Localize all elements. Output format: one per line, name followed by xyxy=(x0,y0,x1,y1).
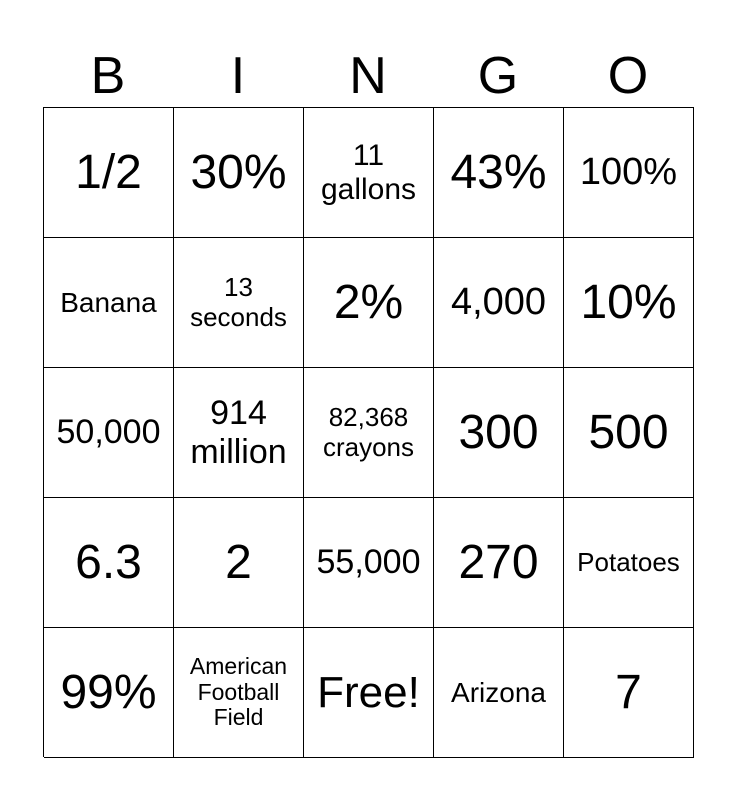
header-letter-o: O xyxy=(607,47,649,105)
bingo-cell-r3-c1[interactable] xyxy=(44,368,174,498)
header-letter-b: B xyxy=(90,47,126,105)
cell-label: 300 xyxy=(458,405,539,459)
bingo-cell-r4-c1[interactable] xyxy=(44,498,174,628)
header-letter-n: N xyxy=(349,47,387,105)
cell-label: 11 gallons xyxy=(320,138,417,206)
bingo-cell-r3-c2[interactable] xyxy=(174,368,304,498)
cell-label: 7 xyxy=(615,665,642,719)
cell-label: 82,368 crayons xyxy=(322,402,415,462)
bingo-cell-r2-c5[interactable] xyxy=(564,238,694,368)
cell-label: Banana xyxy=(60,286,157,318)
bingo-cell-r2-c1[interactable] xyxy=(44,238,174,368)
cell-label: American Football Field xyxy=(189,652,288,731)
cell-label: 914 million xyxy=(190,394,287,471)
bingo-cell-r5-c1[interactable] xyxy=(44,628,174,758)
bingo-cell-r5-c3[interactable] xyxy=(304,628,434,758)
cell-label: 2% xyxy=(333,275,404,329)
bingo-cell-r1-c4[interactable] xyxy=(434,108,564,238)
bingo-board xyxy=(43,107,694,757)
bingo-cell-r2-c4[interactable] xyxy=(434,238,564,368)
cell-label: 10% xyxy=(580,275,677,329)
bingo-cell-r4-c2[interactable] xyxy=(174,498,304,628)
cell-label: Free! xyxy=(317,667,420,717)
bingo-cell-r1-c3[interactable] xyxy=(304,108,434,238)
cell-label: 50,000 xyxy=(56,413,161,452)
bingo-cell-r5-c2[interactable] xyxy=(174,628,304,758)
header-letter-g: G xyxy=(477,47,519,105)
cell-label: 4,000 xyxy=(450,281,547,324)
bingo-cell-r1-c5[interactable] xyxy=(564,108,694,238)
bingo-cell-r2-c2[interactable] xyxy=(174,238,304,368)
bingo-header xyxy=(43,46,693,106)
cell-label: 13 seconds xyxy=(190,272,287,332)
cell-label: 43% xyxy=(450,145,547,199)
bingo-cell-r3-c5[interactable] xyxy=(564,368,694,498)
cell-label: Potatoes xyxy=(577,546,680,577)
bingo-cell-r1-c1[interactable] xyxy=(44,108,174,238)
cell-label: 1/2 xyxy=(75,145,142,199)
cell-label: 270 xyxy=(458,535,539,589)
cell-label: 6.3 xyxy=(75,535,142,589)
bingo-cell-r3-c4[interactable] xyxy=(434,368,564,498)
bingo-cell-r5-c4[interactable] xyxy=(434,628,564,758)
cell-label: 2 xyxy=(225,535,252,589)
cell-label: 100% xyxy=(579,151,678,194)
cell-label: 55,000 xyxy=(316,543,421,582)
cell-label: 99% xyxy=(60,665,157,719)
cell-label: 500 xyxy=(588,405,669,459)
bingo-cell-r4-c3[interactable] xyxy=(304,498,434,628)
cell-label: Arizona xyxy=(451,676,546,708)
bingo-cell-r5-c5[interactable] xyxy=(564,628,694,758)
cell-label: 30% xyxy=(190,145,287,199)
bingo-cell-r4-c5[interactable] xyxy=(564,498,694,628)
bingo-cell-r2-c3[interactable] xyxy=(304,238,434,368)
bingo-cell-r3-c3[interactable] xyxy=(304,368,434,498)
header-letter-i: I xyxy=(230,47,246,105)
bingo-cell-r4-c4[interactable] xyxy=(434,498,564,628)
bingo-cell-r1-c2[interactable] xyxy=(174,108,304,238)
